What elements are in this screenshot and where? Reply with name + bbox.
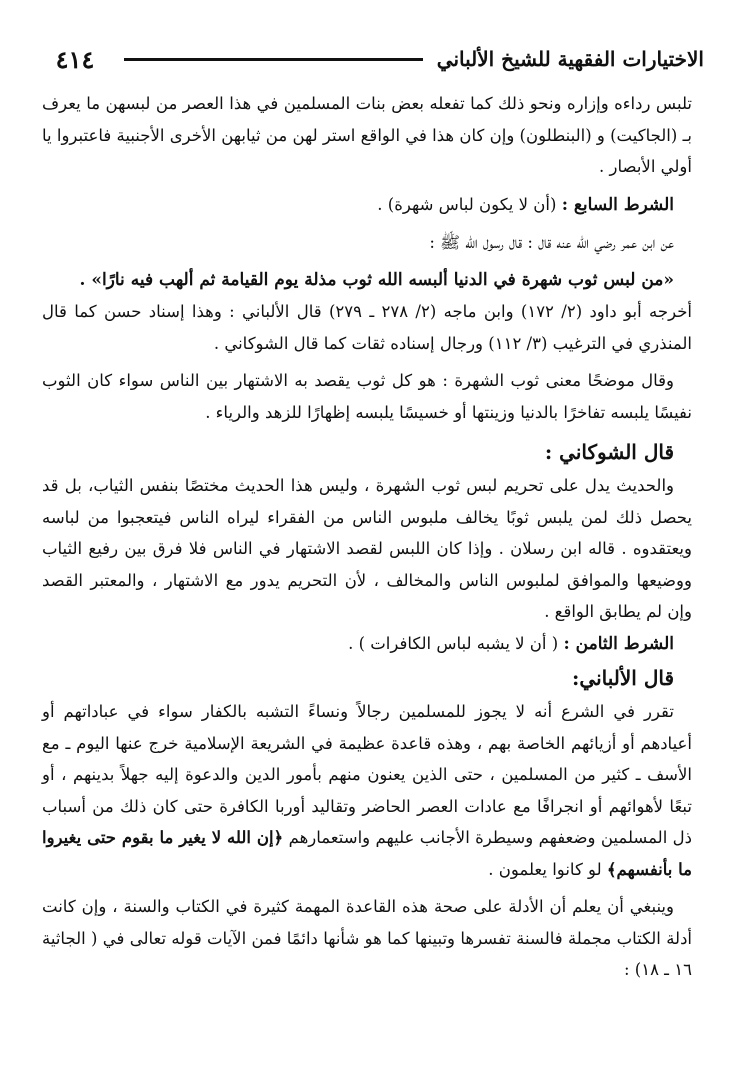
condition-seven-label: الشرط السابع : xyxy=(561,194,674,215)
running-title: الاختيارات الفقهية للشيخ الألباني xyxy=(436,47,704,71)
shawkani-paragraph: والحديث يدل على تحريم لبس ثوب الشهرة ، وليس هذا الحديث مختصًا بنفس الثياب، بل قد يحصل ذلك لمن يلبس ثوبًا يخالف ملبوس الناس من الفقراء ليراه الناس فيتعجبوا من لباسه ويعتقدوه . قاله ابن رسلان . وإذا كان اللبس لقصد الاشتهار في الناس فلا فرق بين رفيع الثياب ووضيعها والموافق لملبوس الناس والمخالف ، لأن التحريم يدور مع الاشتهار ، والمعتبر القصد وإن لم يطابق الواقع . xyxy=(42,476,692,621)
albani-ending: لو كانوا يعلمون . xyxy=(488,859,607,879)
page-body xyxy=(42,88,692,986)
condition-seven xyxy=(42,189,692,222)
explanation-paragraph: وقال موضحًا معنى ثوب الشهرة : هو كل ثوب يقصد به الاشتهار بين الناس سواء كان الثوب نفيسًا يلبسه تفاخرًا بالدنيا وزينتها أو خسيسًا يلبسه إظهارًا للزهد والرياء . xyxy=(42,371,692,422)
condition-eight xyxy=(42,628,692,661)
header-rule xyxy=(124,58,423,61)
quran-verse: ﴿إن الله لا يغير ما بقوم حتى يغيروا ما بأنفسهم﴾ xyxy=(42,828,692,879)
condition-eight-text: ( أن لا يشبه لباس الكافرات ) . xyxy=(348,633,564,653)
albani-paragraph xyxy=(42,696,692,885)
takhrij-paragraph: أخرجه أبو داود (٢/ ١٧٢) وابن ماجه (٢/ ٢٧٨ ـ ٢٧٩) قال الألباني : وهذا إسناد حسن كما قال المنذري في الترغيب (٣/ ١١٢) ورجال إسناده ثقات كما قال الشوكاني . xyxy=(42,302,692,353)
narration-line: عن ابن عمر رضي الله عنه قال : قال رسول الله ﷺ : xyxy=(429,233,674,252)
condition-eight-label: الشرط الثامن : xyxy=(563,633,674,654)
page-header xyxy=(40,42,704,76)
shawkani-heading: قال الشوكاني : xyxy=(544,440,674,464)
albani-heading: قال الألباني: xyxy=(572,666,674,690)
page-number: ٤١٤ xyxy=(55,44,95,74)
condition-seven-text: (أن لا يكون لباس شهرة) . xyxy=(377,194,562,214)
intro-paragraph: تلبس رداءه وإزاره ونحو ذلك كما تفعله بعض بنات المسلمين في هذا العصر من لبسهن ما يعرف بـ (الجاكيت) و (البنطلون) وإن كان هذا في الواقع استر لهن من ثيابهن الأخرى الأجنبية فاعتبروا يا أولي الأبصار . xyxy=(42,94,692,176)
closing-paragraph: وينبغي أن يعلم أن الأدلة على صحة هذه القاعدة المهمة كثيرة في الكتاب والسنة ، وإن كانت أدلة الكتاب مجملة فالسنة تفسرها وتبينها كما هو شأنها دائمًا فمن الآيات قوله تعالى في ( الجاثية ١٦ ـ ١٨) : xyxy=(42,897,692,979)
hadith-text: «من لبس ثوب شهرة في الدنيا ألبسه الله ثوب مذلة يوم القيامة ثم ألهب فيه نارًا» . xyxy=(79,269,674,290)
albani-text: تقرر في الشرع أنه لا يجوز للمسلمين رجالاً ونساءً التشبه بالكفار سواء في عباداتهم أو أعيادهم أو أزيائهم الخاصة بهم ، وهذه قاعدة عظيمة في الشريعة الإسلامية خرج عنها اليوم ـ مع الأسف ـ كثير من المسلمين ، حتى الذين يعنون منهم بأمور الدين والدعوة إليه جهلاً بدينهم ، أو تبعًا لأهوائهم أو انجرافًا مع عادات العصر الحاضر وتقاليد أوربا الكافرة حتى كان ذلك من أسباب ذل المسلمين وضعفهم وسيطرة الأجانب عليهم واستعمارهم xyxy=(42,702,692,847)
